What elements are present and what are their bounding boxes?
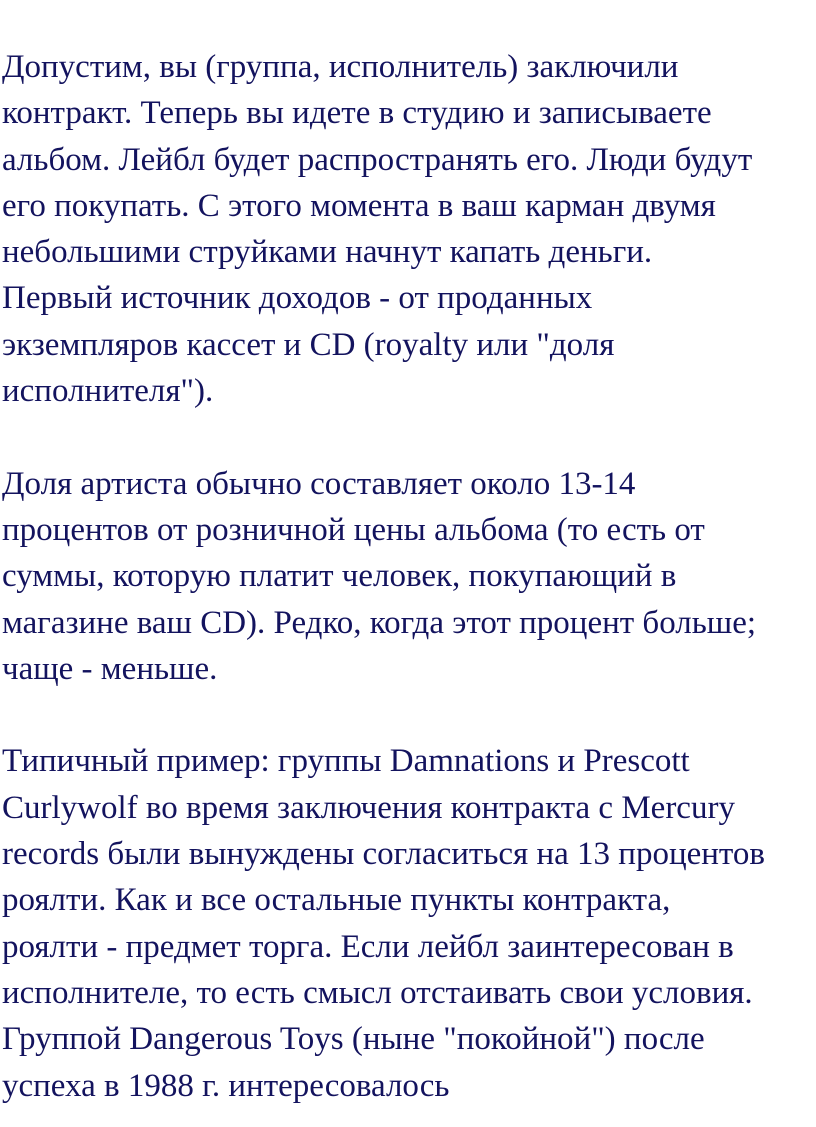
paragraph-spacer bbox=[2, 692, 814, 738]
text-line: Curlywolf во время заключения контракта с Mercury bbox=[2, 789, 735, 826]
paragraph-spacer bbox=[2, 414, 814, 460]
document-page bbox=[2, 44, 814, 1109]
paragraph-2 bbox=[2, 461, 814, 692]
text-line: роялти. Как и все остальные пункты контракта, bbox=[2, 882, 671, 919]
text-line: Первый источник доходов - от проданных bbox=[2, 280, 593, 317]
text-line: исполнителя"). bbox=[2, 373, 214, 410]
text-line: records были вынуждены согласиться на 13 процентов bbox=[2, 836, 765, 873]
text-line: его покупать. С этого момента в ваш карман двумя bbox=[2, 187, 716, 224]
text-line: суммы, которую платит человек, покупающий в bbox=[2, 558, 677, 595]
text-line: роялти - предмет торга. Если лейбл заинтересован в bbox=[2, 928, 734, 965]
text-line: Типичный пример: группы Damnations и Prescott bbox=[2, 743, 690, 780]
paragraph-1 bbox=[2, 44, 814, 414]
text-line: исполнителе, то есть смысл отстаивать свои условия. bbox=[2, 974, 753, 1011]
text-line: небольшими струйками начнут капать деньги. bbox=[2, 234, 653, 271]
text-line: чаще - меньше. bbox=[2, 650, 218, 687]
text-line: Доля артиста обычно составляет около 13-14 bbox=[2, 465, 636, 502]
text-line: альбом. Лейбл будет распространять его. Люди будут bbox=[2, 141, 753, 178]
text-line: экземпляров кассет и CD (royalty или "доля bbox=[2, 326, 615, 363]
text-line: Допустим, вы (группа, исполнитель) заключили bbox=[2, 49, 679, 85]
paragraph-3 bbox=[2, 738, 814, 1108]
text-line: процентов от розничной цены альбома (то есть от bbox=[2, 511, 705, 548]
text-line: магазине ваш CD). Редко, когда этот процент больше; bbox=[2, 604, 757, 641]
text-line: Группой Dangerous Toys (ныне "покойной") после bbox=[2, 1021, 705, 1058]
text-line: успеха в 1988 г. интересовалось bbox=[2, 1067, 450, 1104]
text-line: контракт. Теперь вы идете в студию и записываете bbox=[2, 95, 712, 132]
